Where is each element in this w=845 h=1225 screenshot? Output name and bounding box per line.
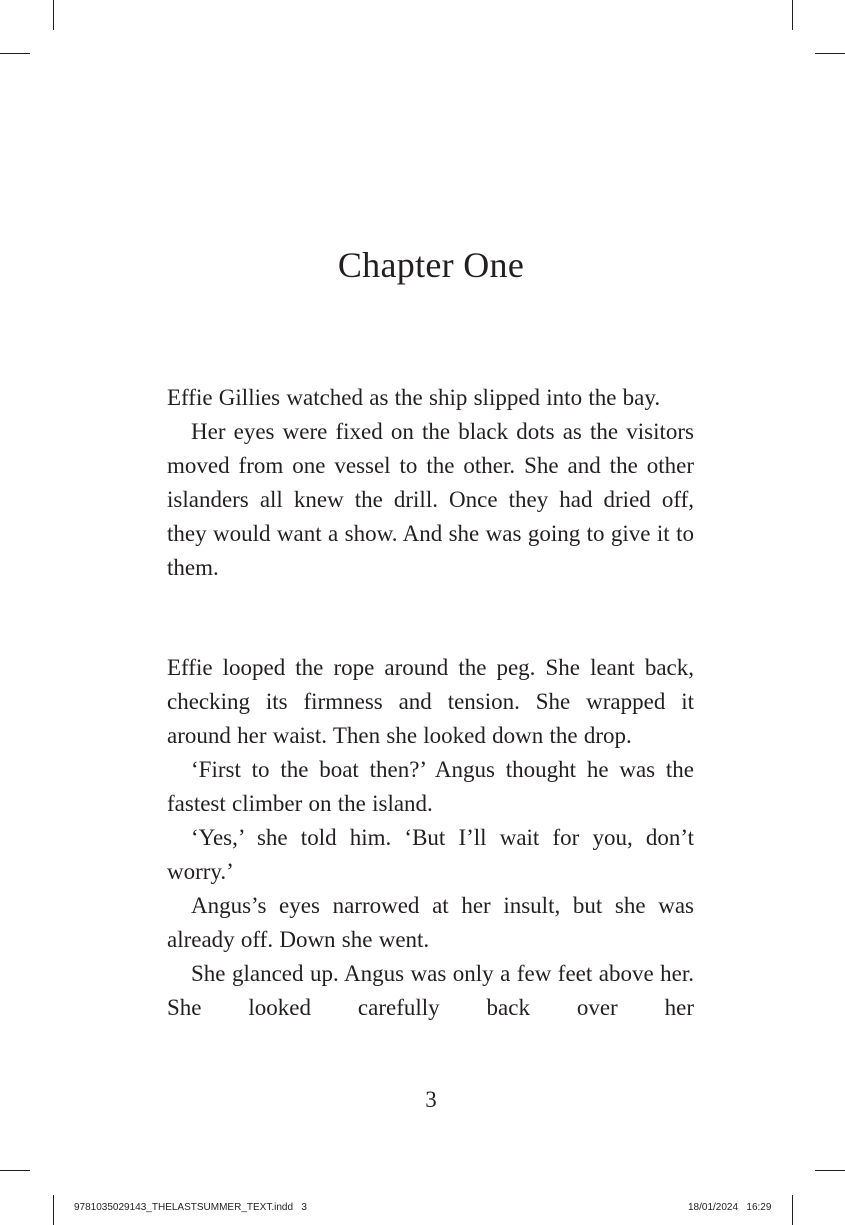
crop-mark-bottom-right-h [815, 1170, 845, 1171]
slug-filename: 9781035029143_THELASTSUMMER_TEXT.indd 3 [74, 1202, 307, 1213]
slug-date: 18/01/2024 16:29 [688, 1202, 772, 1213]
crop-mark-top-left-h [0, 53, 30, 54]
page-number: 3 [425, 1087, 437, 1112]
paragraph: ‘First to the boat then?’ Angus thought he was the fastest climber on the island. [167, 757, 694, 816]
paragraph: Her eyes were fixed on the black dots as the visitors moved from one vessel to the other. She and the other islanders all knew the drill. Once they had dried off, they would want a show. And she was going to give it to them. [167, 419, 694, 580]
paragraph: Angus’s eyes narrowed at her insult, but she was already off. Down she went. [167, 893, 694, 952]
body-text-section-1 [167, 381, 694, 585]
paragraph: ‘Yes,’ she told him. ‘But I’ll wait for you, don’t worry.’ [167, 825, 694, 884]
crop-mark-bottom-left-h [0, 1170, 30, 1171]
crop-mark-top-right [792, 0, 793, 30]
paragraph: She glanced up. Angus was only a few feet above her. She looked carefully back over her [167, 961, 694, 1020]
crop-mark-bottom-left [53, 1195, 54, 1225]
paragraph: Effie looped the rope around the peg. She leant back, checking its firmness and tension. She wrapped it around her waist. Then she looked down the drop. [167, 655, 694, 748]
body-text-section-2 [167, 651, 694, 1025]
chapter-title: Chapter One [337, 245, 525, 285]
crop-mark-top-left [53, 0, 54, 30]
crop-mark-top-right-h [815, 53, 845, 54]
crop-mark-bottom-right [792, 1195, 793, 1225]
paragraph: Effie Gillies watched as the ship slipped into the bay. [167, 385, 661, 410]
